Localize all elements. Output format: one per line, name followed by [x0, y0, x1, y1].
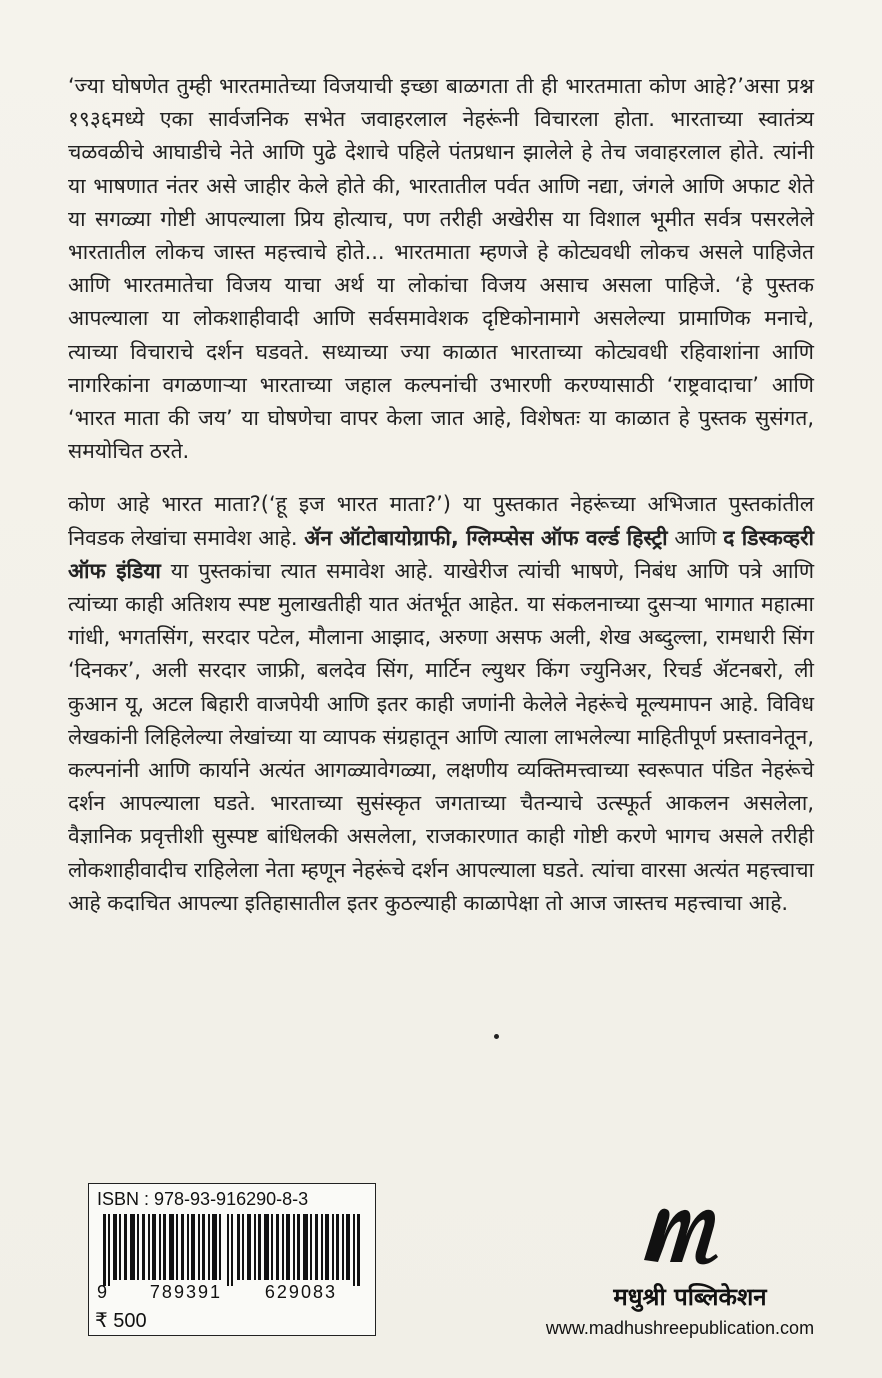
blurb-paragraph-1: ‘ज्या घोषणेत तुम्ही भारतमातेच्या विजयाची इच्छा बाळगता ती ही भारतमाता कोण आहे?’असा प्रश्न १९३६मध्ये एका सार्वजनिक सभेत जवाहरलाल नेहरूंनी विचारला होता. भारताच्या स्वातंत्र्य चळवळीचे आघाडीचे नेते आणि पुढे देशाचे पहिले पंतप्रधान झालेले हे तेच जवाहरलाल होते. त्यांनी या भाषणात नंतर असे जाहीर केले होते की, भारतातील पर्वत आणि नद्या, जंगले आणि अफाट शेते या सगळ्या गोष्टी आपल्याला प्रिय होत्याच, पण तरीही अखेरीस या विशाल भूमीत सर्वत्र पसरलेले भारतातील लोकच जास्त महत्त्वाचे होते... भारतमाता म्हणजे हे कोट्यवधी लोकच असले पाहिजेत आणि भारतमातेचा विजय याचा अर्थ या लोकांचा विजय असाच असला पाहिजे. ‘हे पुस्तक आपल्याला या लोकशाहीवादी आणि सर्वसमावेशक दृष्टिकोनामागे असलेल्या प्रामाणिक मनाचे, त्याच्या विचाराचे दर्शन घडवते. सध्याच्या ज्या काळात भारताच्या कोट्यवधी रहिवाशांना आणि नागरिकांना वगळणाऱ्या भारताच्या जहाल कल्पनांची उभारणी करण्यासाठी ‘राष्ट्रवादाचा’ आणि ‘भारत माता की जय’ या घोषणेचा वापर केला जात आहे, विशेषतः या काळात हे पुस्तक सुसंगत, समयोचित ठरते. — [68, 74, 814, 464]
publisher-logo-mark — [638, 1200, 724, 1266]
blurb-paragraph-2-intro: कोण आहे भारत माता?(‘हू इज भारत माता?’) या पुस्तकात नेहरूंच्या अभिजात पुस्तकांतील निवडक लेखांचा समावेश आहे. — [68, 492, 814, 550]
barcode-digit-group-1: 789391 — [149, 1282, 222, 1302]
barcode-lead-digit: 9 — [97, 1282, 108, 1302]
publisher-website: www.madhushreepublication.com — [545, 1318, 815, 1338]
book-title-autobiography-glimpses: ॲन ऑटोबायोग्राफी, ग्लिम्प्सेस ऑफ वर्ल्ड हिस्ट्री — [304, 525, 668, 550]
isbn-barcode-box — [88, 1183, 376, 1336]
barcode-graphic — [103, 1214, 361, 1286]
book-blurb — [68, 70, 814, 940]
blurb-paragraph-2-rest: या पुस्तकांचा त्यात समावेश आहे. याखेरीज त्यांची भाषणे, निबंध आणि पत्रे आणि त्यांच्या काही अतिशय स्पष्ट मुलाखतीही यात अंतर्भूत आहेत. या संकलनाच्या दुसऱ्या भागात महात्मा गांधी, भगतसिंग, सरदार पटेल, मौलाना आझाद, अरुणा असफ अली, शेख अब्दुल्ला, रामधारी सिंग ‘दिनकर’, अली सरदार जाफ्री, बलदेव सिंग, मार्टिन ल्युथर किंग ज्युनिअर, रिचर्ड ॲटनबरो, ली कुआन यू, अटल बिहारी वाजपेयी आणि इतर काही जणांनी केलेले नेहरूंचे मूल्यमापन आहे. विविध लेखकांनी लिहिलेल्या लेखांच्या या व्यापक संग्रहातून आणि त्याला लाभलेल्या माहितीपूर्ण प्रस्तावनेतून, कल्पनांनी आणि कार्याने अत्यंत आगळ्यावेगळ्या, लक्षणीय व्यक्तिमत्त्वाच्या स्वरूपात पंडित नेहरूंचे दर्शन आपल्याला घडते. भारताच्या सुसंस्कृत जगताच्या चैतन्याचे उत्स्फूर्त आकलन असलेला, वैज्ञानिक प्रवृत्तीशी सुस्पष्ट बांधिलकी असलेला, राजकारणात काही गोष्टी करणे भागच असले तरीही लोकशाहीवादीच राहिलेला नेता म्हणून नेहरूंचे दर्शन आपल्याला घडते. त्यांचा वारसा अत्यंत महत्त्वाचा आहे कदाचित आपल्या इतिहासातील इतर कुठल्याही काळापेक्षा तो आज जास्तच महत्त्वाचा आहे. — [68, 558, 814, 915]
barcode-digit-group-2: 629083 — [264, 1282, 337, 1302]
blurb-connector: आणि — [667, 525, 724, 550]
printed-dot — [494, 1034, 499, 1039]
isbn-label: ISBN : 978-93-916290-8-3 — [97, 1189, 309, 1209]
publisher-name: मधुश्री पब्लिकेशन — [613, 1283, 767, 1311]
blurb-paragraph-2 — [68, 488, 814, 920]
barcode-digits — [97, 1282, 367, 1303]
price-label: ₹ 500 — [95, 1310, 147, 1332]
book-title-discovery-of-india: द डिस्कव्हरी ऑफ इंडिया — [68, 525, 814, 583]
